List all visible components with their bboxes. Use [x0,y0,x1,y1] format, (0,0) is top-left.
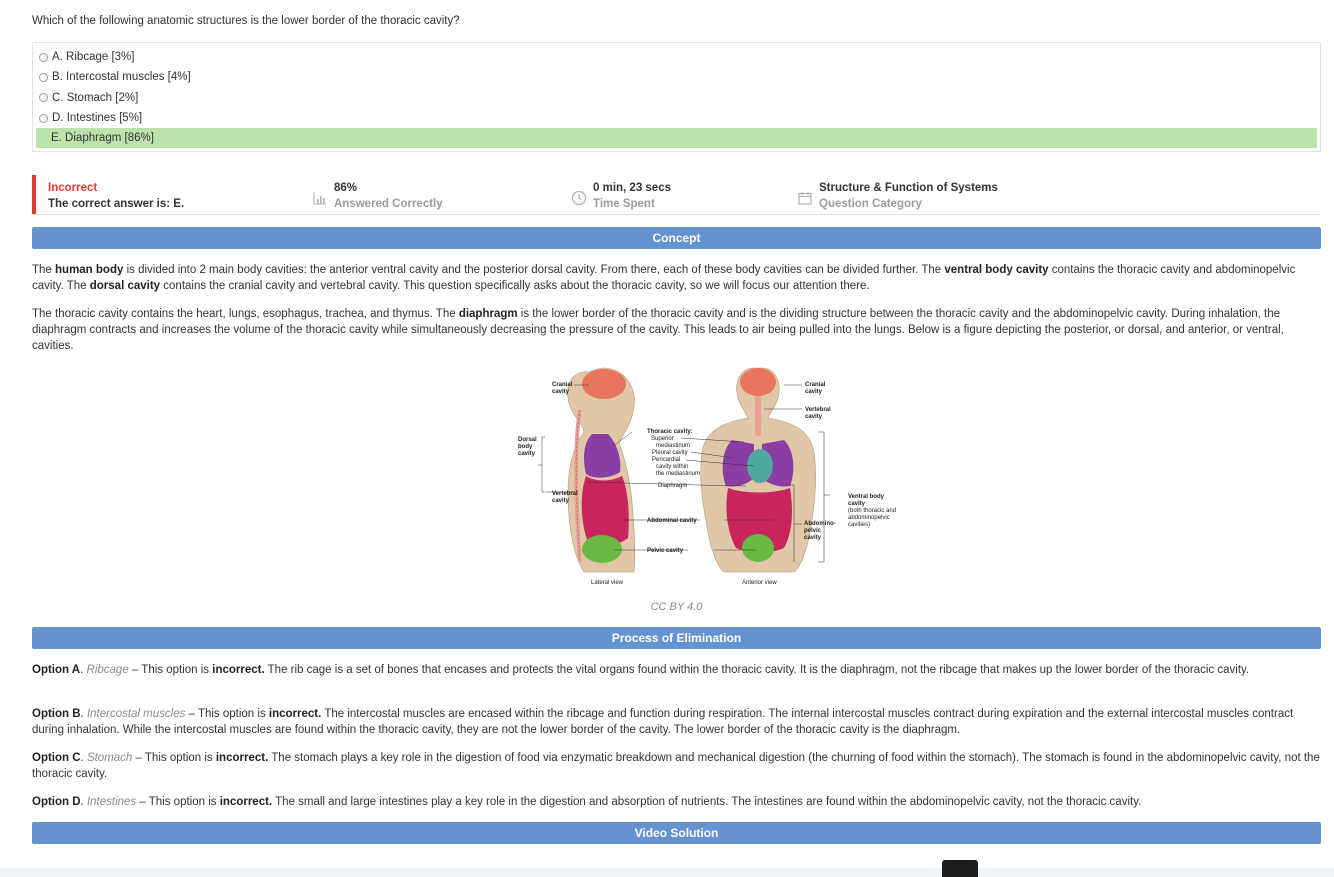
clock-icon [571,190,587,206]
elimination-option-d: Option D. Intestines – This option is incorrect. The small and large intestines play a key role in the digestion and absorption of nutrients. The intestines are found within the abdominopelvic cavity, not the thoracic cavity. [32,796,1142,808]
radio-icon[interactable] [39,73,48,82]
percent-label: Answered Correctly [334,198,443,210]
label-abdpel: Abdomino- [804,521,836,527]
category-stat [819,180,998,212]
label-ventral-4: abdominopelvic [848,515,890,521]
video-solution-header[interactable]: Video Solution [32,822,1321,844]
label-abdpel-2: pelvic [804,528,822,534]
label-pelvic: Pelvic cavity [647,548,684,554]
label-ventral-3: (both thoracic and [848,508,897,514]
option-b[interactable] [36,67,1317,87]
bottom-tab-handle[interactable] [942,860,978,877]
label-superior-2: mediastinum [656,443,691,449]
label-dorsal: Dorsal [518,437,537,443]
label-abdominal: Abdominal cavity [647,518,697,524]
option-e-correct[interactable] [36,128,1317,148]
option-label: A. Ribcage [3%] [52,51,135,64]
option-label: B. Intercostal muscles [4%] [52,71,191,84]
status-text: Incorrect [48,182,98,194]
concept-paragraph-2: The thoracic cavity contains the heart, lungs, esophagus, trachea, and thymus. The diaphragm is the lower border of the thoracic cavity and is the dividing structure between the thoracic cavity and the abdominopelvic cavity. During inhalation, the diaphragm contracts and increases the volume of the thoracic cavity while simultaneously decreasing the pressure of the cavity. This leads to air being pulled into the lungs. Below is a figure depicting the posterior, or dorsal, and anterior, or ventral, cavities. [32,308,1284,352]
radio-icon[interactable] [39,53,48,62]
option-a[interactable] [36,47,1317,67]
elimination-option-a: Option A. Ribcage – This option is incorrect. The rib cage is a set of bones that encases and protects the vital organs found within the thoracic cavity. It is the diaphragm, not the ribcage that makes up the lower border of the thoracic cavity. [32,664,1250,676]
option-label: C. Stomach [2%] [52,91,139,104]
option-c[interactable] [36,88,1317,108]
label-pericardial-2: cavity within [656,464,689,470]
time-value: 0 min, 23 secs [593,182,671,194]
bottom-toolbar-strip [0,868,1334,877]
radio-icon[interactable] [39,93,48,102]
result-status [48,180,184,212]
radio-icon[interactable] [39,114,48,123]
time-spent-stat [593,180,671,212]
answer-options [32,42,1321,152]
figure-credit: CC BY 4.0 [650,601,703,613]
label-pericardial-3: the mediastinum [656,471,701,477]
label-pleural: Pleural cavity [652,450,688,456]
category-value: Structure & Function of Systems [819,182,998,194]
label-ventral-2: cavity [848,501,866,507]
label-r-vertebral-2: cavity [805,414,823,420]
calendar-icon [797,190,813,206]
label-cranial: Cranial [552,382,573,388]
label-vertebral: Vertebral [552,491,578,497]
anterior-view-body [701,368,816,572]
label-thoracic: Thoracic cavity: [647,429,693,435]
question-text: Which of the following anatomic structures is the lower border of the thoracic cavity? [32,15,460,27]
label-pericardial: Pericardial [652,457,681,463]
lateral-view-body [568,368,635,572]
label-dorsal-2: body [518,444,533,450]
label-cranial-2: cavity [552,389,570,395]
label-anterior-view: Anterior view [742,580,777,586]
label-dorsal-3: cavity [518,451,536,457]
elimination-option-c: Option C. Stomach – This option is incorrect. The stomach plays a key role in the digestion of food via enzymatic breakdown and mechanical digestion (the churning of food within the stomach). The stomach is found in the abdominopelvic cavity, not the thoracic cavity. [32,752,1320,780]
percent-correct-stat [334,180,443,212]
time-label: Time Spent [593,198,655,210]
label-diaphragm: Diaphragm [658,483,688,489]
option-label: E. Diaphragm [86%] [51,132,154,145]
label-ventral: Ventral body [848,494,885,500]
label-r-vertebral: Vertebral [805,407,831,413]
label-ventral-5: cavities) [848,522,871,528]
label-abdpel-3: cavity [804,535,822,541]
option-d[interactable] [36,108,1317,128]
elimination-header[interactable]: Process of Elimination [32,627,1321,649]
correct-answer-text: The correct answer is: E. [48,198,185,210]
concept-paragraph-1: The human body is divided into 2 main body cavities: the anterior ventral cavity and the posterior dorsal cavity. From there, each of these body cavities can be divided further. The ventral body cavity contains the thoracic cavity and abdominopelvic cavity. The dorsal cavity contains the cranial cavity and vertebral cavity. This question specifically asks about the thoracic cavity, so we will focus our attention there. [32,264,1296,292]
elimination-option-b: Option B. Intercostal muscles – This option is incorrect. The intercostal muscles are encased within the ribcage and function during respiration. The internal intercostal muscles contract during expiration and the external intercostal muscles contract during inhalation. While the intercostal muscles are found within the thoracic cavity, they are not the lower border of the cavity. The lower border of the thoracic cavity is the diaphragm. [32,708,1294,736]
label-r-cranial-2: cavity [805,389,823,395]
bar-chart-icon [312,190,328,206]
incorrect-indicator-bar [32,175,36,214]
label-lateral-view: Lateral view [591,580,624,586]
label-vertebral-2: cavity [552,498,570,504]
label-superior: Superior [651,436,674,442]
percent-value: 86% [334,182,358,194]
concept-header[interactable]: Concept [32,227,1321,249]
category-label: Question Category [819,198,922,210]
body-cavities-figure [484,362,899,590]
result-stats [32,174,1321,215]
option-label: D. Intestines [5%] [52,112,143,125]
label-r-cranial: Cranial [805,382,826,388]
